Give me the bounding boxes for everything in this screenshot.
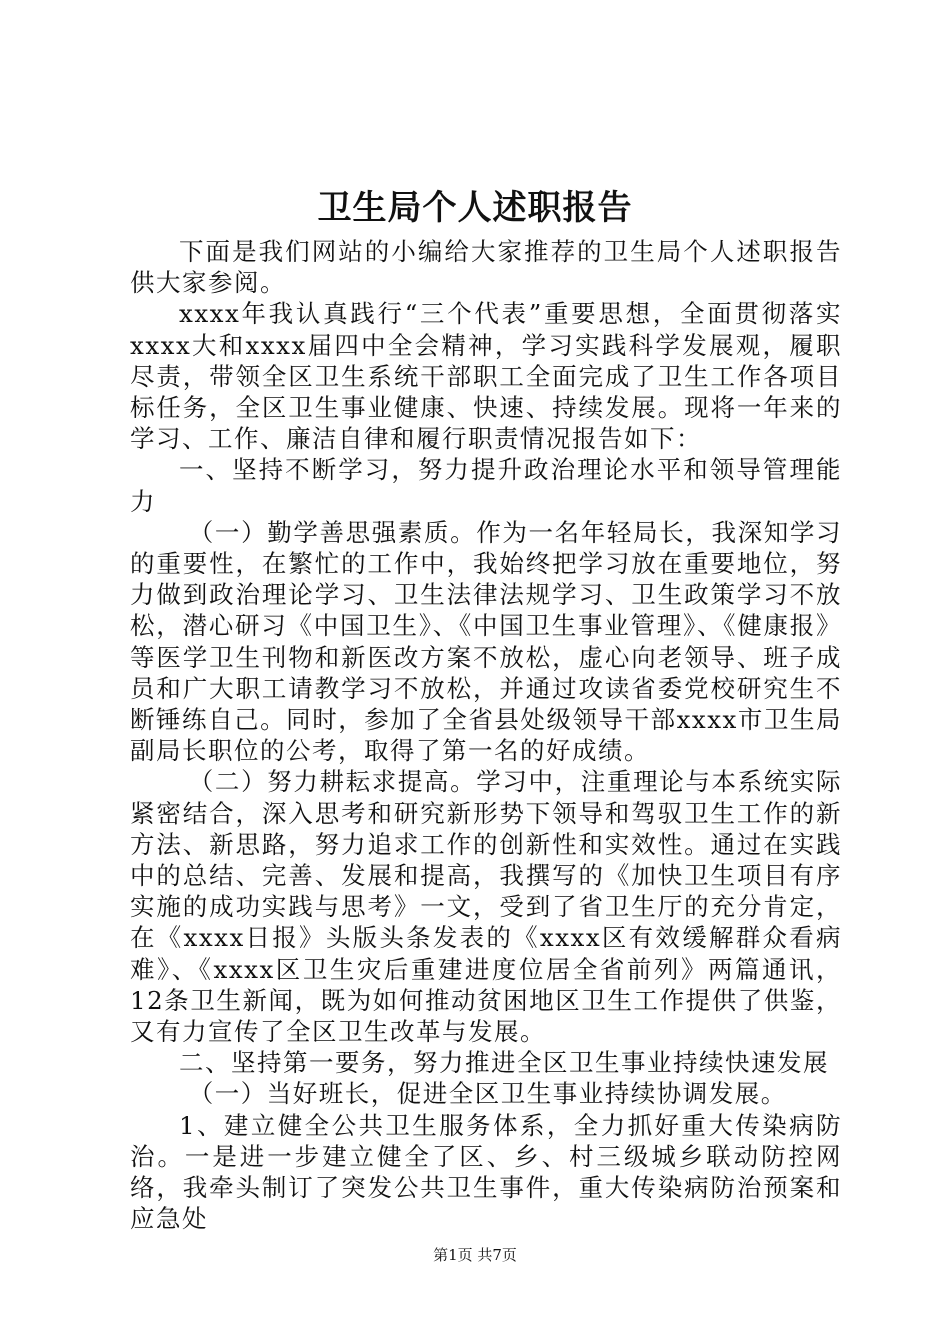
paragraph-summary: xxxx年我认真践行“三个代表”重要思想，全面贯彻落实xxxx大和xxxx届四中全会精神，学习实践科学发展观，履职尽责，带领全区卫生系统干部职工全面完成了卫生工作各项目标任务，全区卫生事业健康、快速、持续发展。现将一年来的学习、工作、廉洁自律和履行职责情况报告如下： [130,299,842,454]
document-title: 卫生局个人述职报告 [317,188,633,228]
page-footer: 第1页 共7页 [433,1246,517,1264]
paragraph-study: （一）勤学善思强素质。作为一名年轻局长，我深知学习的重要性，在繁忙的工作中，我始终把学习放在重要地位，努力做到政治理论学习、卫生法律法规学习、卫生政策学习不放松，潜心研习《中国卫生》、《中国卫生事业管理》、《健康报》等医学卫生刊物和新医改方案不放松，虚心向老领导、班子成员和广大职工请教学习不放松，并通过攻读省委党校研究生不断锤练自己。同时，参加了全省县处级领导干部xxxx市卫生局副局长职位的公考，取得了第一名的好成绩。 [130,517,842,766]
subsection-heading: （一）当好班长，促进全区卫生事业持续协调发展。 [188,1079,787,1109]
section-heading-1: 一、坚持不断学习，努力提升政治理论水平和领导管理能力 [130,455,842,516]
paragraph-intro: 下面是我们网站的小编给大家推荐的卫生局个人述职报告供大家参阅。 [130,237,842,298]
paragraph-public-health: 1、建立健全公共卫生服务体系，全力抓好重大传染病防治。一是进一步建立健全了区、乡、村三级城乡联动防控网络，我牵头制订了突发公共卫生事件，重大传染病防治预案和应急处 [130,1110,842,1234]
document-body [130,236,842,1235]
paragraph-improve: （二）努力耕耘求提高。学习中，注重理论与本系统实际紧密结合，深入思考和研究新形势下领导和驾驭卫生工作的新方法、新思路，努力追求工作的创新性和实效性。通过在实践中的总结、完善、发展和提高，我撰写的《加快卫生项目有序实施的成功实践与思考》一文，受到了省卫生厅的充分肯定，在《xxxx日报》头版头条发表的《xxxx区有效缓解群众看病难》、《xxxx区卫生灾后重建进度位居全省前列》两篇通讯，12条卫生新闻，既为如何推动贫困地区卫生工作提供了供鉴，又有力宣传了全区卫生改革与发展。 [130,767,842,1047]
section-heading-2: 二、坚持第一要务，努力推进全区卫生事业持续快速发展 [179,1048,829,1078]
